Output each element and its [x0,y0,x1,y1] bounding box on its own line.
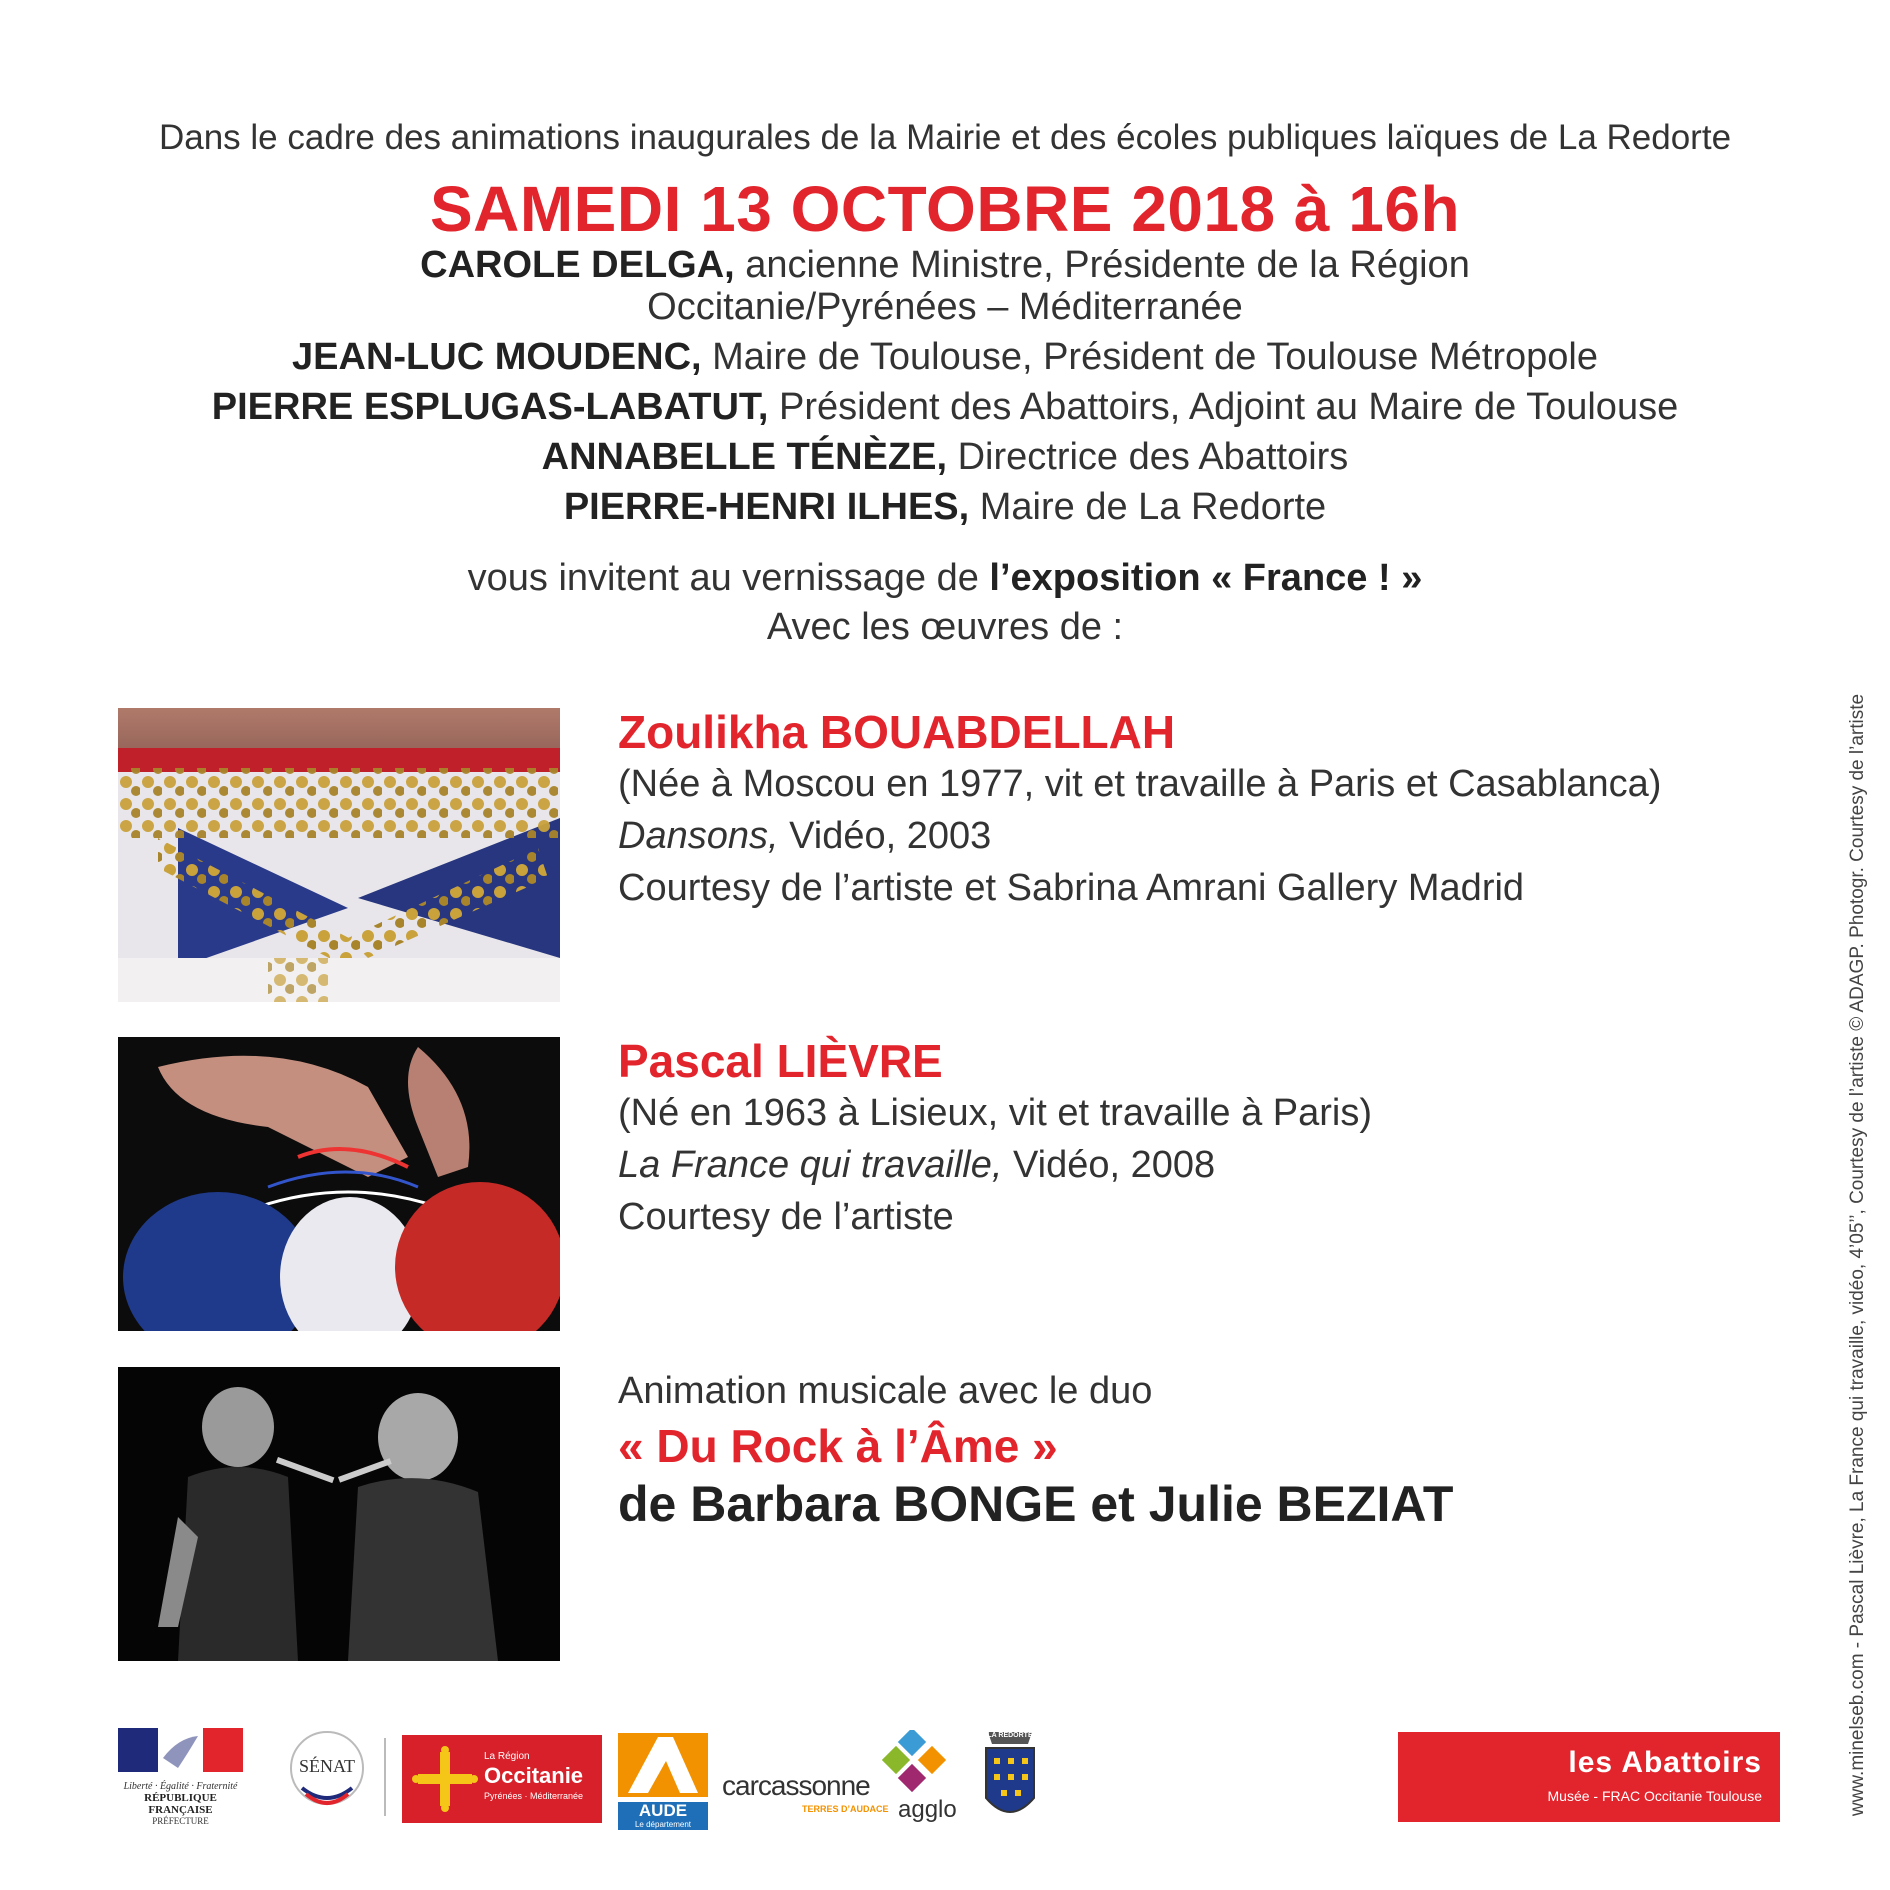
marianne-icon [118,1728,243,1772]
duo-name: « Du Rock à l’Âme » [618,1420,1058,1472]
music-intro: Animation musicale avec le duo [618,1370,1153,1412]
artwork-title: Dansons, [618,815,779,857]
coat-of-arms-icon [978,1728,1042,1828]
carcassonne-agglo-logo [722,1730,962,1830]
artwork-photo-france-qui-travaille [118,1037,560,1331]
artwork-title: La France qui travaille, [618,1144,1003,1186]
artist-name: Zoulikha BOUABDELLAH [618,706,1176,758]
abattoirs-subtitle: Musée - FRAC Occitanie Toulouse [1547,1788,1762,1804]
host-3 [0,432,1890,482]
artwork-info [618,1139,1818,1191]
occitanie-sub: Pyrénées · Méditerranée [484,1791,584,1801]
carcassonne-label: carcassonne [722,1770,870,1801]
artwork-medium: Vidéo, 2003 [789,815,992,857]
host-4 [0,482,1890,532]
prefecture-logo [118,1728,243,1828]
intro-text: Dans le cadre des animations inaugurales de la Mairie et des écoles publiques laïques de La Redorte [158,118,1732,157]
host-role: Maire de Toulouse, Président de Toulouse Métropole [712,336,1598,378]
divider [384,1738,386,1816]
redorte-label: LA REDORTE [987,1732,1033,1739]
music-block [618,1365,1818,1533]
host-role: Directrice des Abattoirs [957,436,1349,478]
artist-bio: (Née à Moscou en 1977, vit et travaille à Paris et Casablanca) [618,763,1662,805]
host-role: ancienne Ministre, Présidente de la Région [745,244,1470,286]
senat-logo [282,1728,372,1828]
host-name: PIERRE ESPLUGAS-LABATUT, [211,386,769,428]
invite-line [0,557,1890,600]
aude-logo [618,1733,708,1829]
host-name: ANNABELLE TÉNÈZE, [541,436,948,478]
duo-members: de Barbara BONGE et Julie BEZIAT [618,1476,1454,1532]
works-intro: Avec les œuvres de : [766,606,1124,648]
abattoirs-logo [1398,1732,1780,1822]
occitanie-big: Occitanie [484,1763,584,1788]
carcassonne-diamonds-icon [872,1730,962,1800]
photo-credit [1828,640,1888,1870]
prefecture-line2: PRÉFECTURE [152,1816,209,1826]
event-date: SAMEDI 13 OCTOBRE 2018 à 16h [429,173,1461,245]
occitan-cross-icon [410,1744,480,1814]
senat-label: SÉNAT [298,1756,355,1776]
carcassonne-tagline: TERRES D’AUDACE [802,1804,889,1814]
host-1 [0,332,1890,382]
host-role: Maire de La Redorte [979,486,1327,528]
occitanie-small: La Région [484,1751,530,1762]
agglo-label: agglo [898,1796,957,1823]
host-list [0,240,1890,532]
abattoirs-title: les Abattoirs [1568,1746,1762,1779]
artist-name: Pascal LIÈVRE [618,1035,943,1087]
photo-credit-text: www.minelseb.com - Pascal Lièvre, La France qui travaille, vidéo, 4’05’’, Courtesy de l’artiste © ADAGP. Photogr. Courtesy de l’artiste [1847,693,1868,1817]
artwork-courtesy: Courtesy de l’artiste et Sabrina Amrani Gallery Madrid [618,867,1525,909]
prefecture-line1: RÉPUBLIQUE FRANÇAISE [144,1792,217,1816]
artist-block-0 [618,706,1818,914]
artwork-info [618,810,1818,862]
aude-a-icon [618,1733,708,1797]
artist-block-1 [618,1035,1818,1243]
aude-big: AUDE [618,1802,708,1820]
invite-text: vous invitent au vernissage de [467,557,979,599]
host-0-role2: Occitanie/Pyrénées – Méditerranée [647,286,1243,328]
duo-photo [118,1367,560,1661]
artwork-medium: Vidéo, 2008 [1012,1144,1216,1186]
host-name: PIERRE-HENRI ILHES, [563,486,970,528]
occitanie-logo [402,1735,602,1823]
artwork-photo-dansons [118,708,560,1002]
host-name: CAROLE DELGA, [420,244,735,286]
host-2 [0,382,1890,432]
artwork-courtesy: Courtesy de l’artiste [618,1196,954,1238]
artist-bio: (Né en 1963 à Lisieux, vit et travaille à Paris) [618,1092,1373,1134]
exhibition-title: l’exposition « France ! » [989,557,1423,599]
prefecture-motto: Liberté · Égalité · Fraternité [123,1781,238,1792]
aude-sub: Le département [618,1820,708,1830]
host-role: Président des Abattoirs, Adjoint au Maire de Toulouse [779,386,1679,428]
la-redorte-logo [978,1728,1042,1828]
host-name: JEAN-LUC MOUDENC, [292,336,702,378]
